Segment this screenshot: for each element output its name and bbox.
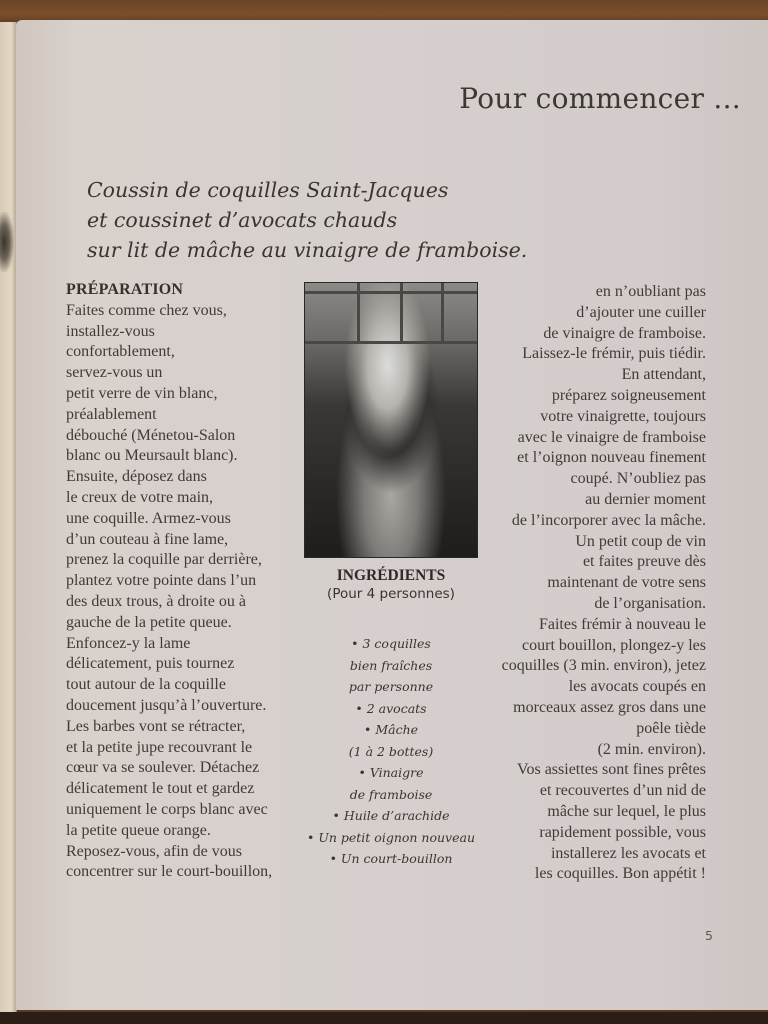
preparation-line: petit verre de vin blanc, <box>66 384 218 402</box>
preparation-line: court bouillon, plongez-y les <box>522 636 706 654</box>
preparation-line: et recouvertes d’un nid de <box>539 782 706 800</box>
recipe-photo <box>304 282 478 558</box>
ingredient-line: • Vinaigre <box>358 765 424 780</box>
recipe-title-line: et coussinet d’avocats chauds <box>87 208 398 232</box>
preparation-line: débouché (Ménetou-Salon <box>66 426 236 444</box>
ingredient-line: • Mâche <box>363 722 419 737</box>
recipe-title-line: sur lit de mâche au vinaigre de framboise. <box>87 238 528 262</box>
preparation-line: plantez votre pointe dans l’un <box>66 572 257 590</box>
preparation-line: mâche sur lequel, le plus <box>547 802 706 820</box>
preparation-line: En attendant, <box>621 366 706 384</box>
preparation-line: les coquilles. Bon appétit ! <box>534 865 706 883</box>
preparation-line: Les barbes vont se rétracter, <box>66 717 246 735</box>
preparation-line: poêle tiède <box>636 719 706 737</box>
preparation-line: les avocats coupés en <box>568 678 706 696</box>
preparation-line: préparez soigneusement <box>551 386 706 404</box>
preparation-line: Un petit coup de vin <box>575 532 706 550</box>
photo-window-frame <box>441 283 444 343</box>
preparation-line: Reposez-vous, afin de vous <box>66 842 242 860</box>
preparation-line: et l’oignon nouveau finement <box>517 449 706 467</box>
preparation-line: d’un couteau à fine lame, <box>66 530 229 548</box>
chapter-title: Pour commencer ... <box>459 82 741 115</box>
preparation-line: rapidement possible, vous <box>539 823 706 841</box>
preparation-line: tout autour de la coquille <box>66 676 226 694</box>
preparation-line: le creux de votre main, <box>66 488 214 506</box>
preparation-line: d’ajouter une cuiller <box>576 303 706 321</box>
preparation-line: Faites frémir à nouveau le <box>538 615 706 633</box>
recipe-title <box>87 175 527 265</box>
ingredient-line: • Un petit oignon nouveau <box>306 829 476 845</box>
preparation-line: et la petite jupe recouvrant le <box>66 738 253 756</box>
preparation-left-text <box>66 301 306 883</box>
ingredient-line: • 2 avocats <box>355 700 427 716</box>
preparation-line: de l’organisation. <box>594 594 706 612</box>
preparation-line: en n’oubliant pas <box>595 283 706 300</box>
preparation-line: des deux trous, à droite ou à <box>66 592 246 610</box>
preparation-line: avec le vinaigre de framboise <box>517 428 706 446</box>
previous-page-edge <box>0 22 17 1018</box>
preparation-line: une coquille. Armez-vous <box>66 509 231 527</box>
preparation-line: gauche de la petite queue. <box>66 613 232 631</box>
ingredient-line: • 3 coquilles <box>351 636 431 651</box>
preparation-line: coupé. N’oubliez pas <box>570 470 706 488</box>
preparation-line: votre vinaigrette, toujours <box>540 407 706 425</box>
preparation-line: la petite queue orange. <box>66 821 211 839</box>
preparation-line: préalablement <box>66 405 157 423</box>
preparation-line: installerez les avocats et <box>550 844 706 862</box>
ingredient-line: bien fraîches <box>349 657 433 673</box>
preparation-line: délicatement le tout et gardez <box>66 780 255 798</box>
preparation-line: installez-vous <box>66 322 155 340</box>
preparation-line: confortablement, <box>66 343 175 361</box>
preparation-line: et faites preuve dès <box>582 553 706 571</box>
preparation-line: Laissez-le frémir, puis tiédir. <box>522 345 706 363</box>
photo-window-frame <box>305 341 477 344</box>
preparation-line: Ensuite, déposez dans <box>66 468 207 486</box>
preparation-line: morceaux assez gros dans une <box>513 698 706 716</box>
photo-window-frame <box>305 291 477 294</box>
preparation-line: Faites comme chez vous, <box>66 301 227 319</box>
ingredient-line: de framboise <box>349 786 433 802</box>
preparation-line: cœur va se soulever. Détachez <box>66 759 260 777</box>
preparation-line: délicatement, puis tournez <box>66 655 235 673</box>
page-number: 5 <box>705 928 713 943</box>
preparation-heading: PRÉPARATION <box>66 281 184 298</box>
photo-window-frame <box>357 283 360 343</box>
preparation-line: prenez la coquille par derrière, <box>66 551 262 569</box>
preparation-line: concentrer sur le court-bouillon, <box>66 863 273 881</box>
preparation-line: servez-vous un <box>66 364 163 382</box>
ingredient-line: • Huile d’arachide <box>332 808 450 823</box>
preparation-line: de vinaigre de framboise. <box>543 324 706 342</box>
preparation-line: (2 min. environ). <box>597 740 706 758</box>
recipe-title-line: Coussin de coquilles Saint-Jacques <box>87 178 449 202</box>
preparation-line: Vos assiettes sont fines prêtes <box>516 761 706 779</box>
photo-window-frame <box>400 283 403 343</box>
ingredient-line: • Un court-bouillon <box>329 851 453 866</box>
ingredients-servings: (Pour 4 personnes) <box>327 586 455 602</box>
preparation-line: Enfoncez-y la lame <box>66 634 191 652</box>
ingredients-list <box>306 633 476 870</box>
preparation-line: blanc ou Meursault blanc). <box>66 447 238 465</box>
ingredient-line: par personne <box>348 679 434 694</box>
ingredient-line: (1 à 2 bottes) <box>348 743 434 759</box>
dark-surface-bottom <box>0 1012 768 1024</box>
preparation-right-column <box>470 282 706 885</box>
previous-page-illustration <box>0 212 14 272</box>
preparation-line: de l’incorporer avec la mâche. <box>511 511 706 529</box>
preparation-line: uniquement le corps blanc avec <box>66 800 268 818</box>
ingredients-section <box>306 567 476 870</box>
preparation-line: au dernier moment <box>585 490 706 508</box>
ingredients-heading: INGRÉDIENTS <box>336 567 446 584</box>
preparation-left-column <box>66 280 306 883</box>
preparation-line: coquilles (3 min. environ), jetez <box>501 657 706 675</box>
preparation-line: maintenant de votre sens <box>547 574 706 592</box>
preparation-line: doucement jusqu’à l’ouverture. <box>66 696 267 714</box>
